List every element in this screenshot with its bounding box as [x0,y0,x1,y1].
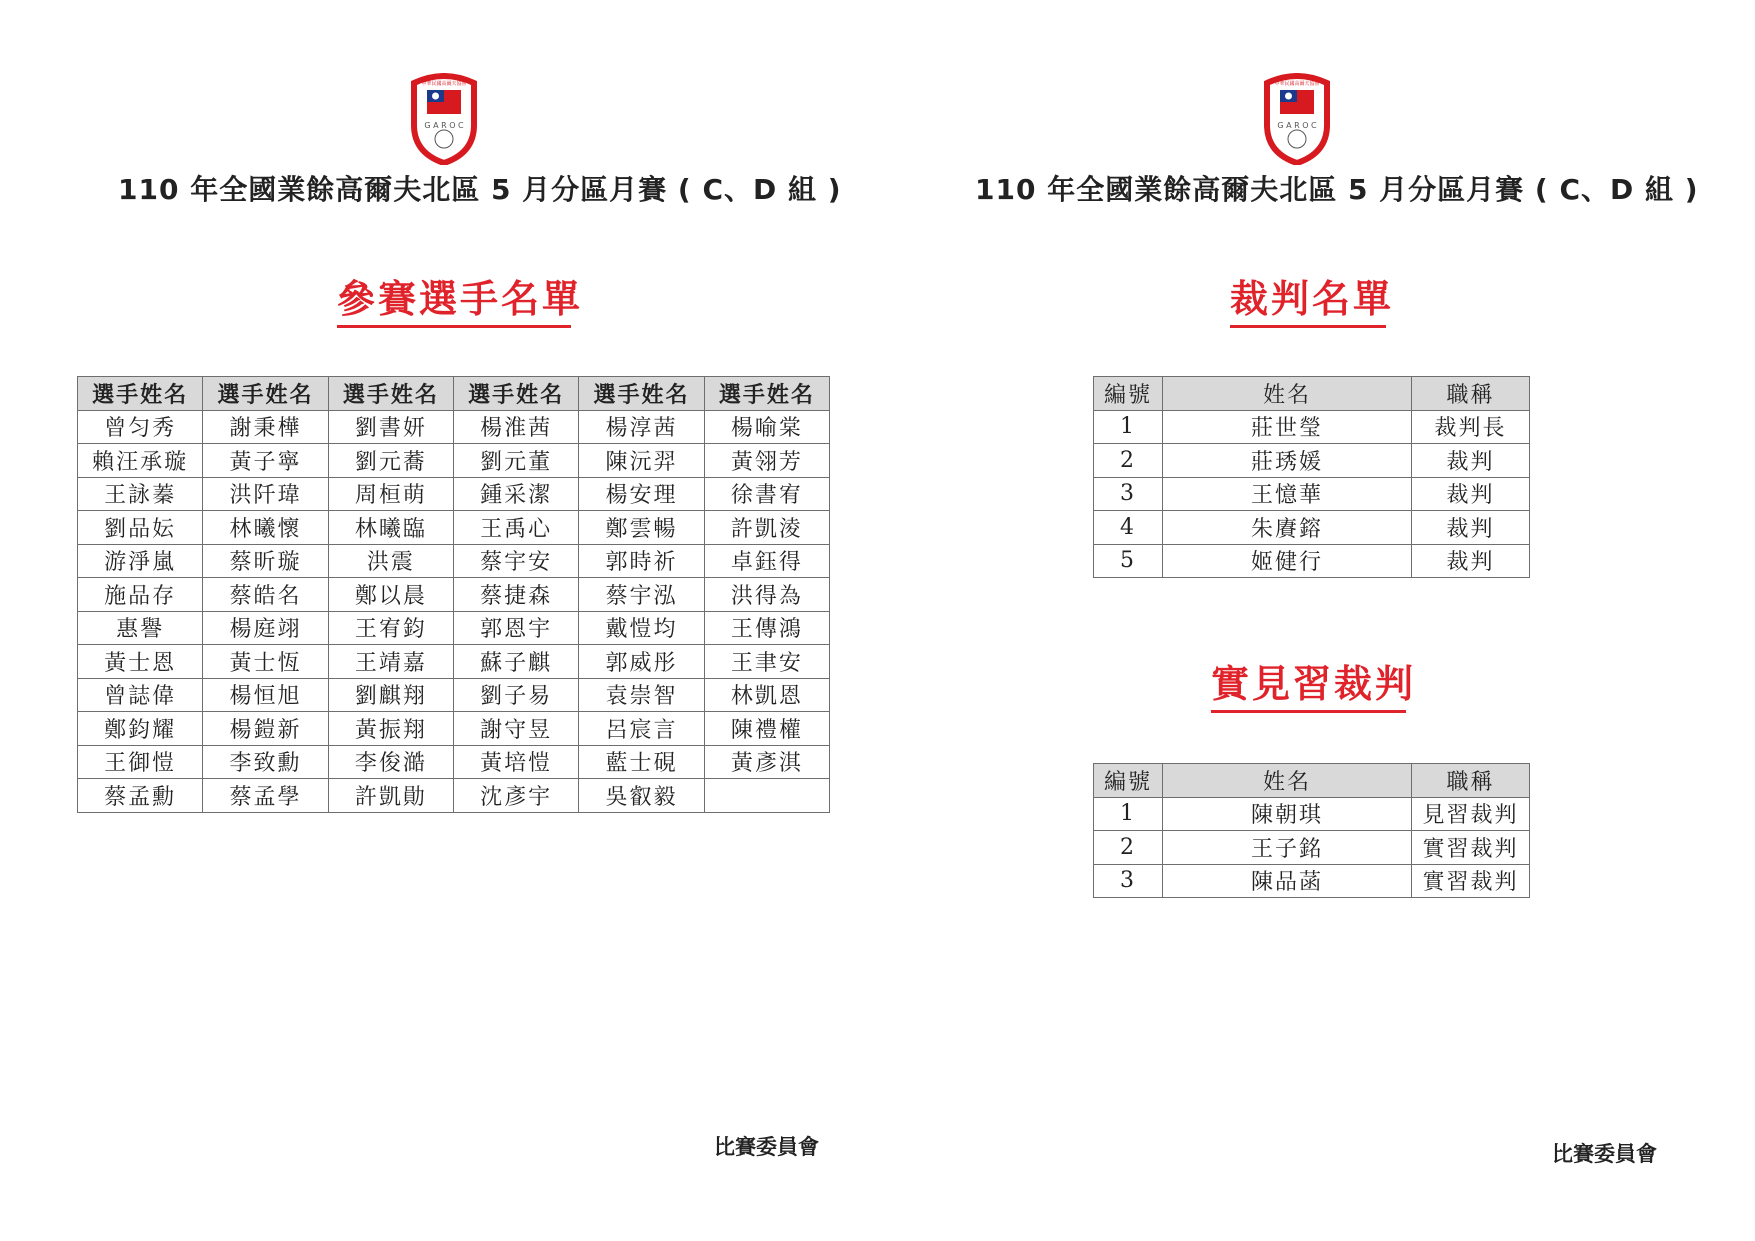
table-cell: 5 [1094,544,1163,578]
table-cell: 王子銘 [1163,831,1412,865]
table-row [1094,864,1530,898]
referee-section-title: 裁判名單 [1230,268,1386,328]
referee-table [1093,376,1530,578]
referee-table-body [1094,410,1530,578]
table-cell: 呂宸言 [579,712,704,746]
table-cell: 戴愷均 [579,611,704,645]
table-cell: 劉元蕎 [328,444,453,478]
table-cell: 黃振翔 [328,712,453,746]
table-cell: 見習裁判 [1412,797,1530,831]
table-cell: 實習裁判 [1412,831,1530,865]
table-row [1094,544,1530,578]
table-row [1094,511,1530,545]
table-cell: 袁崇智 [579,678,704,712]
table-cell: 王御愷 [78,745,203,779]
event-title-left: 110 年全國業餘高爾夫北區 5 月分區月賽 ( C、D 組 ) [118,173,842,206]
table-cell: 郭時祈 [579,544,704,578]
table-cell: 蔡宇泓 [579,578,704,612]
footer-committee-right: 比賽委員會 [1552,1142,1657,1166]
trainee-table [1093,763,1530,898]
table-cell: 莊世瑩 [1163,410,1412,444]
event-title-right: 110 年全國業餘高爾夫北區 5 月分區月賽 ( C、D 組 ) [975,173,1699,206]
table-row [1094,797,1530,831]
column-header: 選手姓名 [78,377,203,411]
table-row [78,611,830,645]
column-header: 選手姓名 [203,377,328,411]
table-row [78,678,830,712]
table-cell: 曾匀秀 [78,410,203,444]
table-cell: 劉麒翔 [328,678,453,712]
table-cell: 裁判 [1412,477,1530,511]
table-cell: 蔡皓名 [203,578,328,612]
table-cell: 沈彥宇 [453,779,578,813]
table-cell: 鍾采潔 [453,477,578,511]
table-cell: 劉子易 [453,678,578,712]
table-cell: 陳品菡 [1163,864,1412,898]
association-emblem-icon [406,73,482,165]
column-header: 選手姓名 [453,377,578,411]
footer-committee-left: 比賽委員會 [714,1135,819,1159]
table-row [1094,444,1530,478]
column-header-title: 職稱 [1412,377,1530,411]
table-cell: 4 [1094,511,1163,545]
referee-header-row [1094,377,1530,411]
table-row [78,444,830,478]
table-row [78,578,830,612]
table-row [78,712,830,746]
table-cell: 實習裁判 [1412,864,1530,898]
table-cell: 賴汪承璇 [78,444,203,478]
table-cell: 鄭雲暢 [579,511,704,545]
table-cell: 鄭以晨 [328,578,453,612]
players-table-body [78,410,830,812]
table-cell: 2 [1094,831,1163,865]
table-cell: 王詠蓁 [78,477,203,511]
table-cell: 郭威彤 [579,645,704,679]
table-cell: 周桓萌 [328,477,453,511]
svg-text:中華民國高爾夫協會: 中華民國高爾夫協會 [421,81,467,87]
players-section-title: 參賽選手名單 [337,268,571,328]
column-header-number: 編號 [1094,377,1163,411]
players-header-row [78,377,830,411]
table-cell: 陳禮權 [704,712,829,746]
players-table [77,376,830,813]
table-cell: 蔡孟勳 [78,779,203,813]
table-cell: 黃彥淇 [704,745,829,779]
table-cell: 林曦懷 [203,511,328,545]
table-cell: 洪阡瑋 [203,477,328,511]
table-cell: 朱賡鎔 [1163,511,1412,545]
table-cell: 王靖嘉 [328,645,453,679]
table-cell: 劉書妍 [328,410,453,444]
table-cell: 王禹心 [453,511,578,545]
table-cell: 蔡捷森 [453,578,578,612]
table-cell: 姬健行 [1163,544,1412,578]
table-cell: 王憶華 [1163,477,1412,511]
column-header-name: 姓名 [1163,377,1412,411]
table-cell: 吳叡毅 [579,779,704,813]
table-cell: 王宥鈞 [328,611,453,645]
table-cell: 楊恒旭 [203,678,328,712]
table-cell: 黃翎芳 [704,444,829,478]
table-row [78,645,830,679]
table-cell: 謝守昱 [453,712,578,746]
table-cell: 曾誌偉 [78,678,203,712]
table-cell: 1 [1094,797,1163,831]
table-cell: 黃士恩 [78,645,203,679]
table-cell: 卓鈺得 [704,544,829,578]
table-cell: 劉品妘 [78,511,203,545]
table-cell: 楊淳茜 [579,410,704,444]
table-cell: 許凱淩 [704,511,829,545]
table-cell: 李致勳 [203,745,328,779]
table-row [78,477,830,511]
table-row [1094,477,1530,511]
table-cell: 蔡昕璇 [203,544,328,578]
table-row [1094,410,1530,444]
table-cell: 許凱勛 [328,779,453,813]
table-cell: 楊庭翊 [203,611,328,645]
table-cell: 黃士恆 [203,645,328,679]
column-header-title: 職稱 [1412,764,1530,798]
svg-text:G A R O C: G A R O C [1277,121,1317,130]
trainee-table-body [1094,797,1530,898]
table-row [78,745,830,779]
table-cell: 陳沅羿 [579,444,704,478]
logo-right [1259,73,1335,165]
table-cell: 蘇子麒 [453,645,578,679]
table-row [78,410,830,444]
association-emblem-icon [1259,73,1335,165]
table-cell: 王聿安 [704,645,829,679]
table-cell: 林凱恩 [704,678,829,712]
table-row [78,544,830,578]
table-cell: 洪震 [328,544,453,578]
table-cell: 2 [1094,444,1163,478]
table-cell: 3 [1094,477,1163,511]
table-row [1094,831,1530,865]
table-cell: 徐書宥 [704,477,829,511]
table-cell: 黃子寧 [203,444,328,478]
table-cell: 楊安理 [579,477,704,511]
table-cell: 楊喻棠 [704,410,829,444]
table-cell: 黃培愷 [453,745,578,779]
table-cell: 裁判 [1412,444,1530,478]
table-cell: 蔡孟學 [203,779,328,813]
table-cell: 藍士硯 [579,745,704,779]
table-cell: 裁判 [1412,544,1530,578]
table-cell: 楊淮茜 [453,410,578,444]
table-cell: 蔡宇安 [453,544,578,578]
table-cell: 游淨嵐 [78,544,203,578]
table-row [78,779,830,813]
table-cell: 劉元董 [453,444,578,478]
table-cell: 鄭鈞耀 [78,712,203,746]
logo-left [406,73,482,165]
table-cell: 楊鎧新 [203,712,328,746]
table-cell: 陳朝琪 [1163,797,1412,831]
trainee-section-title: 實見習裁判 [1211,653,1406,713]
column-header: 選手姓名 [704,377,829,411]
column-header-number: 編號 [1094,764,1163,798]
svg-text:G A R O C: G A R O C [424,121,464,130]
column-header: 選手姓名 [579,377,704,411]
column-header-name: 姓名 [1163,764,1412,798]
svg-text:中華民國高爾夫協會: 中華民國高爾夫協會 [1274,81,1320,87]
table-cell: 郭恩宇 [453,611,578,645]
table-cell: 裁判長 [1412,410,1530,444]
table-cell: 莊琇媛 [1163,444,1412,478]
table-cell: 王傳鴻 [704,611,829,645]
table-cell: 3 [1094,864,1163,898]
table-row [78,511,830,545]
table-cell: 洪得為 [704,578,829,612]
table-cell: 李俊澔 [328,745,453,779]
table-cell: 1 [1094,410,1163,444]
table-cell: 惠譽 [78,611,203,645]
table-cell: 謝秉樺 [203,410,328,444]
table-cell: 裁判 [1412,511,1530,545]
trainee-header-row [1094,764,1530,798]
table-cell: 施品存 [78,578,203,612]
table-cell: 林曦臨 [328,511,453,545]
column-header: 選手姓名 [328,377,453,411]
table-cell [704,779,829,813]
